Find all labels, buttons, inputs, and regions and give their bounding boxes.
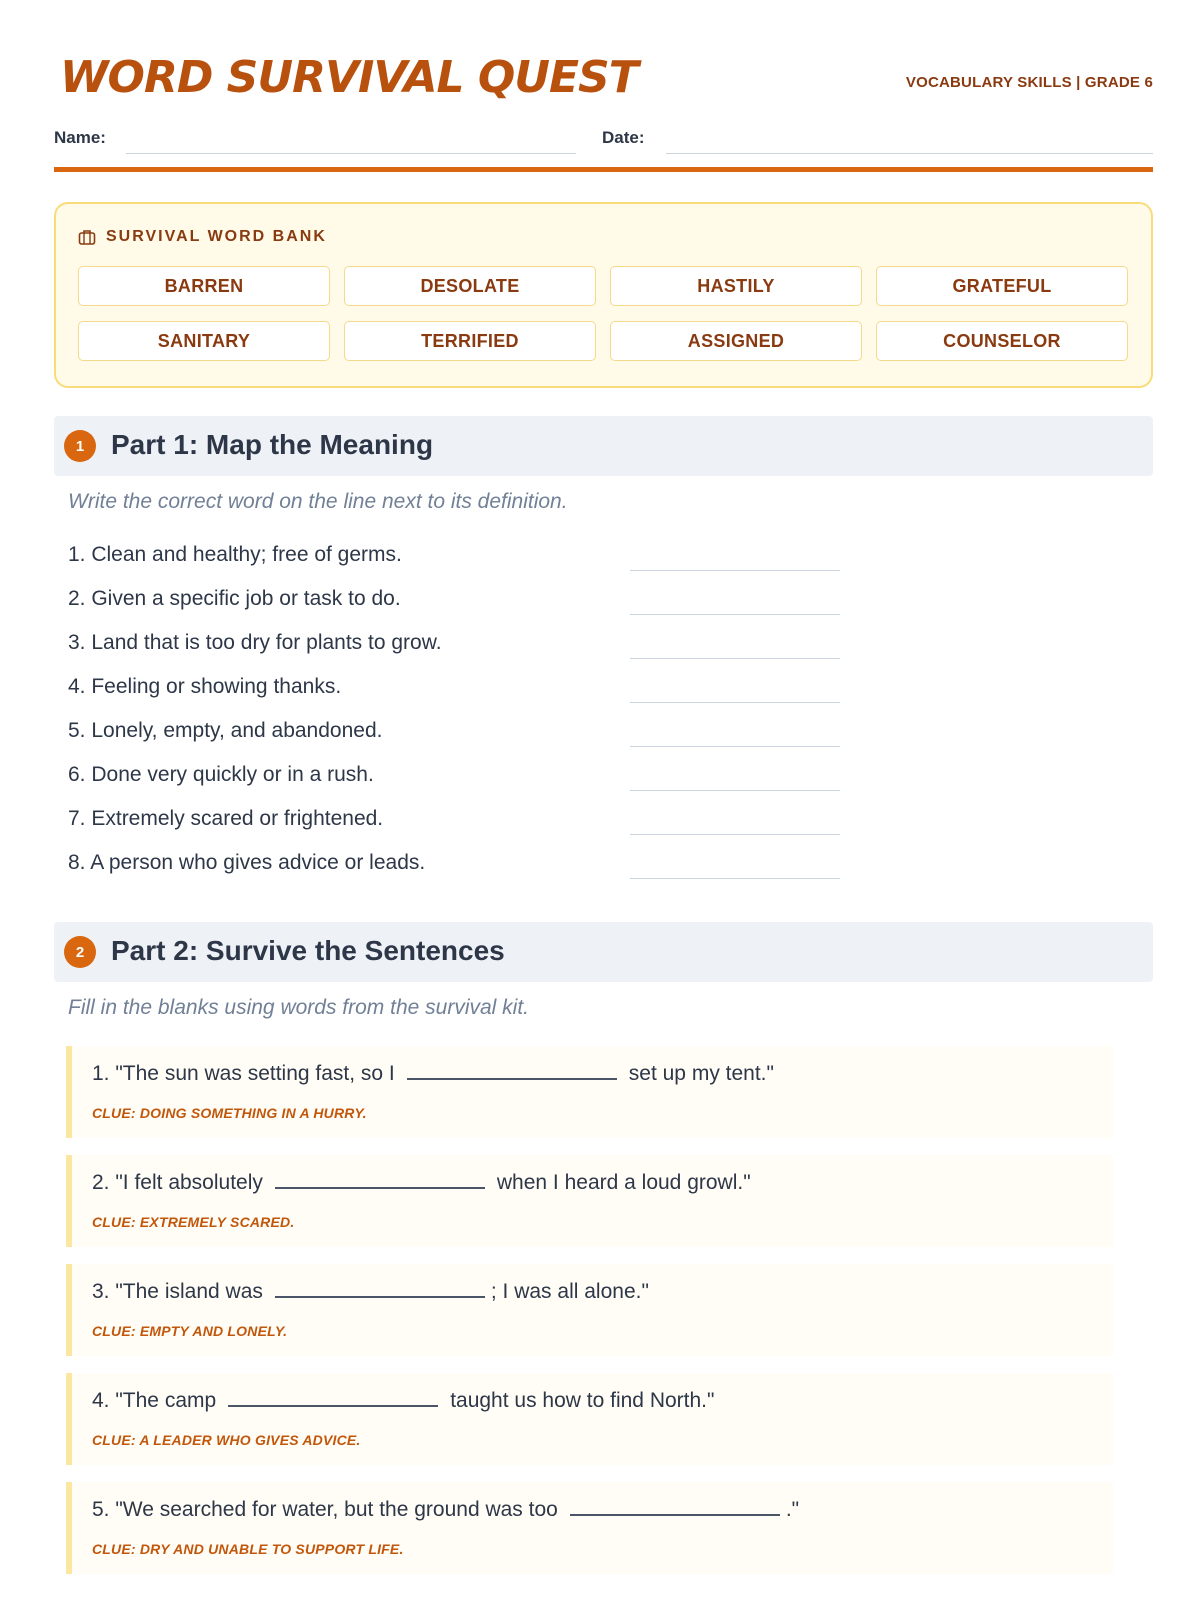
definition-text: 5. Lonely, empty, and abandoned. [68, 719, 383, 742]
sentence-text-before: 4. "The camp [92, 1389, 217, 1412]
answer-line[interactable] [630, 658, 840, 659]
fill-in-blank[interactable] [407, 1060, 617, 1080]
fill-in-blank[interactable] [570, 1496, 780, 1516]
part2-title: Part 2: Survive the Sentences [111, 935, 505, 966]
answer-line[interactable] [630, 570, 840, 571]
definition-item [68, 719, 828, 759]
definition-item [68, 631, 828, 671]
clue-text: CLUE: A LEADER WHO GIVES ADVICE. [92, 1432, 361, 1448]
answer-line[interactable] [630, 790, 840, 791]
word-chip: HASTILY [610, 266, 862, 306]
word-chip: COUNSELOR [876, 321, 1128, 361]
answer-line[interactable] [630, 834, 840, 835]
definition-text: 4. Feeling or showing thanks. [68, 675, 342, 698]
part2-number-badge: 2 [64, 936, 96, 968]
word-bank [54, 202, 1153, 388]
part2-instruction: Fill in the blanks using words from the survival kit. [68, 996, 530, 1019]
clue-text: CLUE: EXTREMELY SCARED. [92, 1214, 295, 1230]
word-bank-header [78, 228, 327, 246]
word-bank-title: SURVIVAL WORD BANK [106, 228, 327, 245]
sentence-text-after: taught us how to find North." [450, 1389, 715, 1412]
definition-item [68, 543, 828, 583]
sentence-text-before: 5. "We searched for water, but the ground was too [92, 1498, 558, 1521]
clue-text: CLUE: EMPTY AND LONELY. [92, 1323, 288, 1339]
sentence-text-before: 2. "I felt absolutely [92, 1171, 263, 1194]
sentence-item [66, 1373, 1113, 1465]
clue-text: CLUE: DRY AND UNABLE TO SUPPORT LIFE. [92, 1541, 404, 1557]
fill-in-blank[interactable] [228, 1387, 438, 1407]
definition-item [68, 763, 828, 803]
date-label: Date: [602, 128, 645, 147]
sentence-text-after: ." [785, 1498, 800, 1521]
name-label: Name: [54, 128, 106, 147]
definition-item [68, 851, 828, 891]
clue-text: CLUE: DOING SOMETHING IN A HURRY. [92, 1105, 367, 1121]
fill-in-blank[interactable] [275, 1278, 485, 1298]
definition-text: 8. A person who gives advice or leads. [68, 851, 426, 874]
definition-text: 7. Extremely scared or frightened. [68, 807, 384, 830]
header-divider [54, 167, 1153, 172]
answer-line[interactable] [630, 746, 840, 747]
sentence-text-before: 3. "The island was [92, 1280, 263, 1303]
sentence-item [66, 1155, 1113, 1247]
word-chip: ASSIGNED [610, 321, 862, 361]
definition-text: 1. Clean and healthy; free of germs. [68, 543, 402, 566]
sentence-text-before: 1. "The sun was setting fast, so I [92, 1062, 395, 1085]
date-field[interactable] [666, 153, 1153, 154]
part1-instruction: Write the correct word on the line next to its definition. [68, 490, 568, 513]
sentence-item [66, 1264, 1113, 1356]
definition-text: 3. Land that is too dry for plants to grow. [68, 631, 442, 654]
sentence-text-after: set up my tent." [628, 1062, 774, 1085]
definition-text: 2. Given a specific job or task to do. [68, 587, 401, 610]
fill-in-blank[interactable] [275, 1169, 485, 1189]
part1-header [54, 416, 1153, 476]
answer-line[interactable] [630, 878, 840, 879]
word-bank-chips [78, 266, 1130, 361]
part1-number-badge: 1 [64, 430, 96, 462]
definition-text: 6. Done very quickly or in a rush. [68, 763, 374, 786]
sentence-text-after: ; I was all alone." [490, 1280, 649, 1303]
name-field[interactable] [126, 153, 576, 154]
part1-title: Part 1: Map the Meaning [111, 429, 434, 460]
sentence-item [66, 1046, 1113, 1138]
definition-item [68, 807, 828, 847]
briefcase-icon [78, 228, 96, 246]
worksheet-title: WORD SURVIVAL QUEST [60, 52, 638, 103]
word-chip: TERRIFIED [344, 321, 596, 361]
subject-grade-label: VOCABULARY SKILLS | GRADE 6 [905, 74, 1153, 91]
word-chip: BARREN [78, 266, 330, 306]
part2-header [54, 922, 1153, 982]
definition-item [68, 675, 828, 715]
answer-line[interactable] [630, 702, 840, 703]
answer-line[interactable] [630, 614, 840, 615]
sentence-text-after: when I heard a loud growl." [496, 1171, 751, 1194]
word-chip: SANITARY [78, 321, 330, 361]
word-chip: DESOLATE [344, 266, 596, 306]
definition-item [68, 587, 828, 627]
word-chip: GRATEFUL [876, 266, 1128, 306]
sentence-item [66, 1482, 1113, 1574]
